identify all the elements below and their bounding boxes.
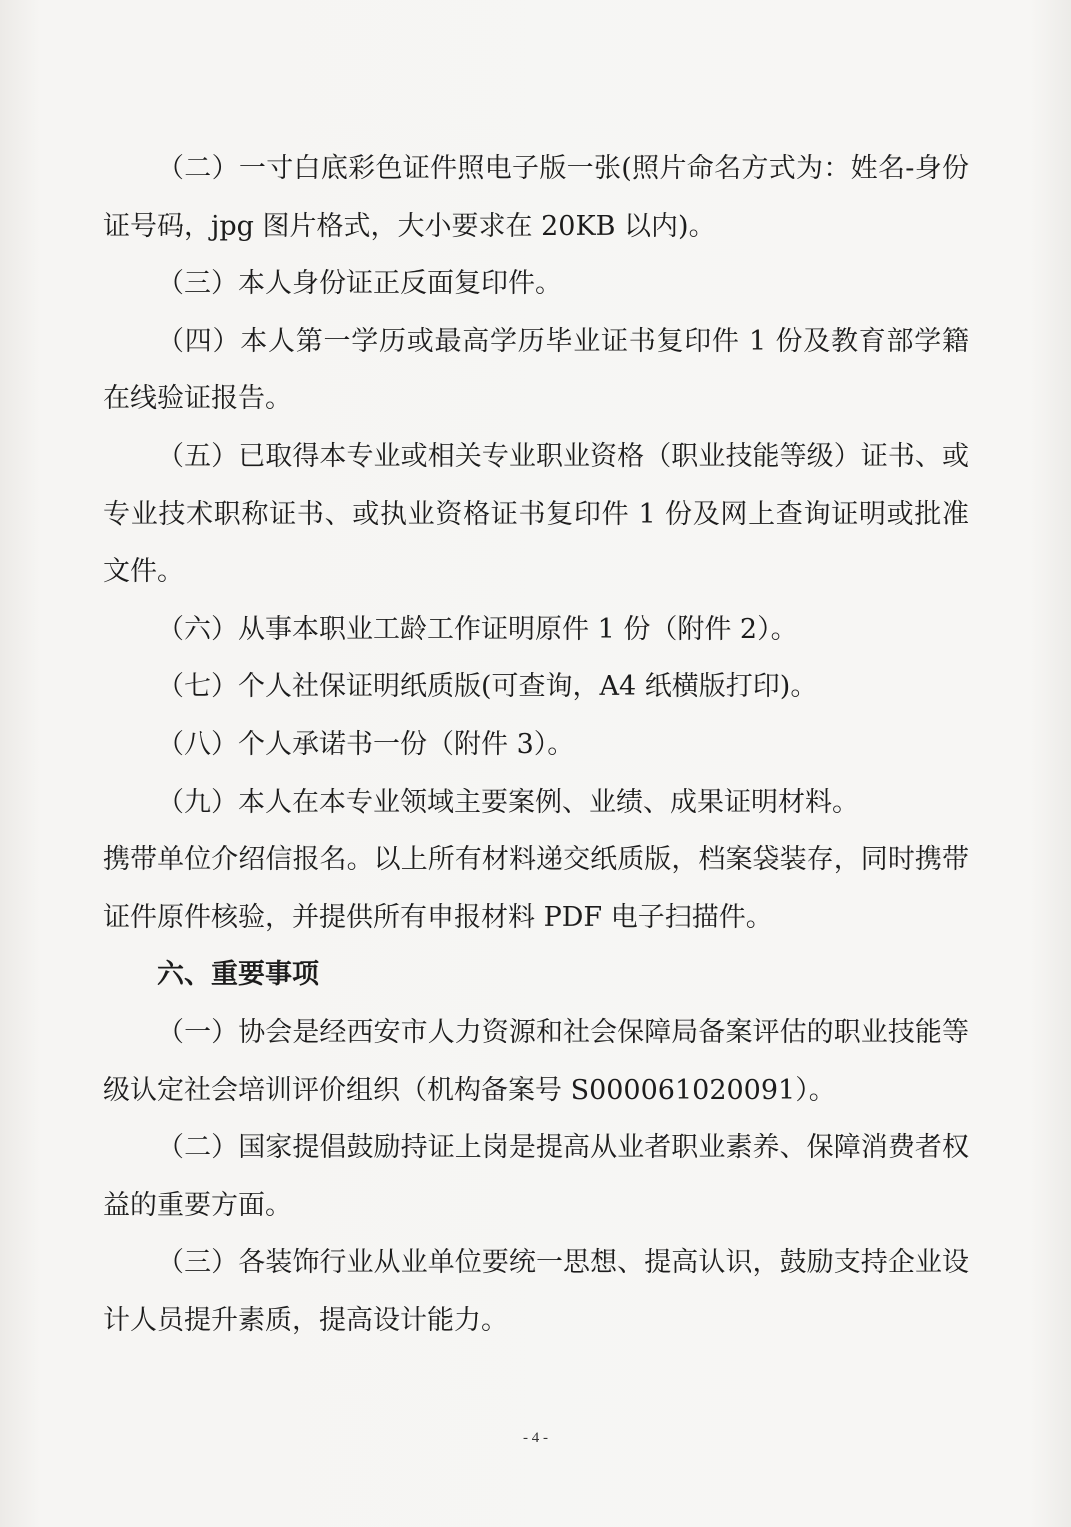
paragraph-item-5: （五）已取得本专业或相关专业职业资格（职业技能等级）证书、或专业技术职称证书、或执业资格证书复印件 1 份及网上查询证明或批准文件。 bbox=[103, 440, 969, 588]
paragraph-notice-2: （二）国家提倡鼓励持证上岗是提高从业者职业素养、保障消费者权益的重要方面。 bbox=[103, 1132, 969, 1221]
paragraph-item-9: （九）本人在本专业领域主要案例、业绩、成果证明材料。 bbox=[157, 786, 859, 818]
paragraph-item-3: （三）本人身份证正反面复印件。 bbox=[157, 268, 562, 300]
paragraph-notice-3: （三）各装饰行业从业单位要统一思想、提高认识，鼓励支持企业设计人员提升素质，提高设计能力。 bbox=[103, 1247, 969, 1336]
page-number: - 4 - bbox=[523, 1430, 548, 1446]
paragraph-item-6: （六）从事本职业工龄工作证明原件 1 份（附件 2）。 bbox=[157, 613, 798, 645]
document-body bbox=[103, 140, 969, 1349]
paragraph-item-7: （七）个人社保证明纸质版(可查询，A4 纸横版打印)。 bbox=[157, 671, 818, 703]
paragraph-submission-note: 携带单位介绍信报名。以上所有材料递交纸质版，档案袋装存，同时携带证件原件核验，并提供所有申报材料 PDF 电子扫描件。 bbox=[103, 844, 969, 933]
section-heading: 六、重要事项 bbox=[157, 959, 319, 991]
paragraph-notice-1: （一）协会是经西安市人力资源和社会保障局备案评估的职业技能等级认定社会培训评价组织（机构备案号 S000061020091）。 bbox=[103, 1016, 969, 1106]
paragraph-item-4: （四）本人第一学历或最高学历毕业证书复印件 1 份及教育部学籍在线验证报告。 bbox=[103, 325, 969, 415]
paragraph-item-8: （八）个人承诺书一份（附件 3）。 bbox=[157, 728, 575, 760]
paragraph-item-2: （二）一寸白底彩色证件照电子版一张(照片命名方式为：姓名-身份证号码，jpg 图片格式，大小要求在 20KB 以内)。 bbox=[103, 153, 969, 242]
